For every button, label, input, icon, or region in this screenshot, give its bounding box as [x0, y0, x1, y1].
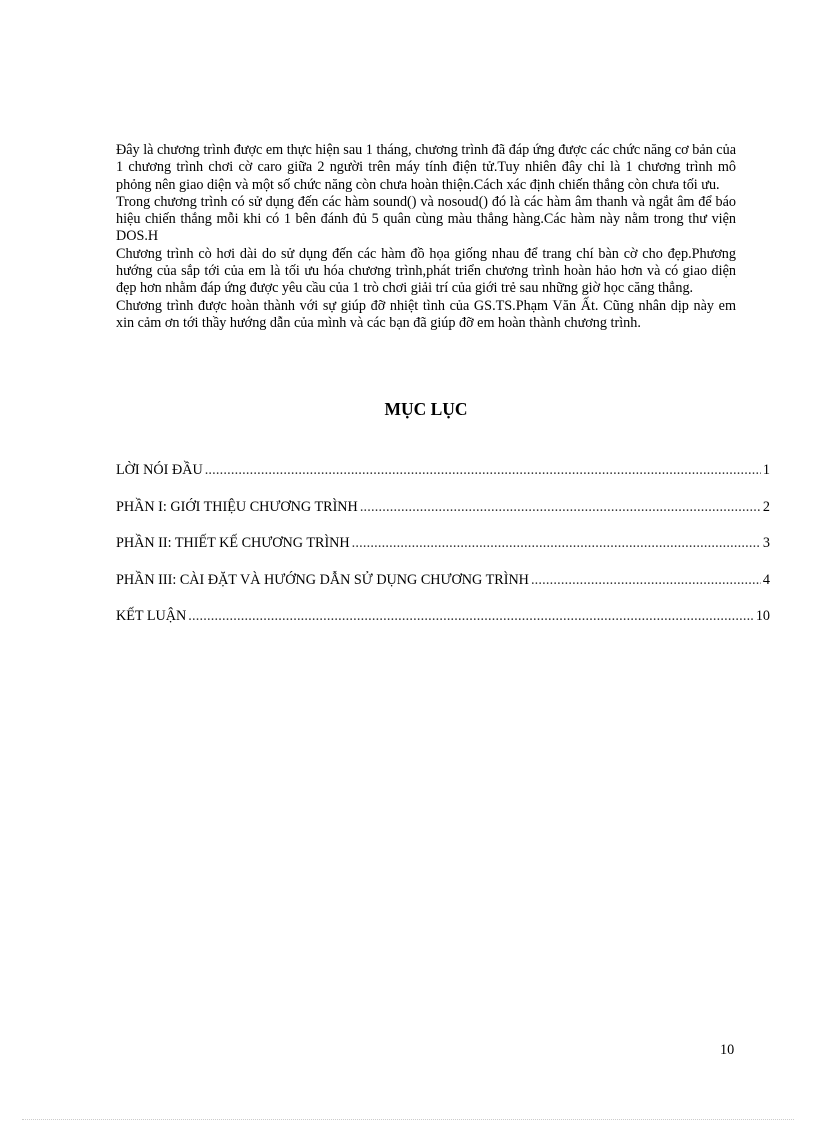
toc-entry-page: 2: [762, 498, 770, 515]
paragraph-4: Chương trình được hoàn thành với sự giúp đỡ nhiệt tình của GS.TS.Phạm Văn Ất. Cũng nhân dịp này em xin cảm ơn tới thầy hướng dẫn của mình và các bạn đã giúp đỡ em hoàn thành chương trình.: [116, 297, 736, 331]
toc-entry-part-2[interactable]: [116, 534, 770, 571]
page-bottom-divider: [22, 1119, 794, 1120]
toc-entry-label: LỜI NÓI ĐẦU: [116, 462, 203, 478]
toc-leader-dots: [188, 607, 754, 625]
toc-entry-page: 1: [762, 462, 770, 478]
toc-entry-page: 3: [762, 535, 770, 551]
toc-entry-part-1[interactable]: [116, 498, 770, 535]
toc-entry-label: PHẦN III: CÀI ĐẶT VÀ HƯỚNG DẪN SỬ DỤNG CHƯƠNG TRÌNH: [116, 571, 529, 588]
toc-entry-preface[interactable]: [116, 461, 770, 498]
intro-body: [116, 142, 736, 332]
toc-entry-page: 4: [762, 571, 770, 588]
toc-leader-dots: [531, 571, 761, 589]
page-number: 10: [720, 1042, 735, 1058]
toc-entry-label: PHẦN I: GIỚI THIỆU CHƯƠNG TRÌNH: [116, 498, 358, 515]
toc-entry-conclusion[interactable]: [116, 607, 770, 644]
toc-leader-dots: [360, 498, 761, 516]
table-of-contents: [116, 461, 770, 644]
toc-entry-label: KẾT LUẬN: [116, 608, 187, 624]
toc-leader-dots: [352, 534, 761, 552]
toc-entry-part-3[interactable]: [116, 571, 770, 608]
toc-leader-dots: [205, 461, 761, 479]
paragraph-3: Chương trình cò hơi dài do sử dụng đến các hàm đồ họa giống nhau để trang chí bàn cờ cho đẹp.Phương hướng của sắp tới của em là tối ưu hóa chương trình,phát triển chương trình hoàn hảo hơn và có giao diện đẹp hơn nhằm đáp ứng được yêu cầu của 1 trò chơi giải trí của giới trẻ sau những giờ học căng thẳng.: [116, 245, 736, 297]
toc-entry-label: PHẦN II: THIẾT KẾ CHƯƠNG TRÌNH: [116, 535, 350, 551]
paragraph-2: Trong chương trình có sử dụng đến các hàm sound() và nosoud() đó là các hàm âm thanh và ngắt âm để báo hiệu chiến thắng mỗi khi có 1 bên đánh đủ 5 quân cùng màu thẳng hàng.Các hàm này nằm trong thư viện DOS.H: [116, 193, 736, 245]
toc-title: MỤC LỤC: [384, 399, 468, 419]
paragraph-1: Đây là chương trình được em thực hiện sau 1 tháng, chương trình đã đáp ứng được các chức năng cơ bản của 1 chương trình chơi cờ caro giữa 2 người trên máy tính điện tử.Tuy nhiên đây chỉ là 1 chương trình mô phỏng nên giao diện và một số chức năng còn chưa hoàn thiện.Cách xác định chiến thắng còn chưa tối ưu.: [116, 142, 736, 193]
toc-entry-page: 10: [755, 608, 770, 624]
